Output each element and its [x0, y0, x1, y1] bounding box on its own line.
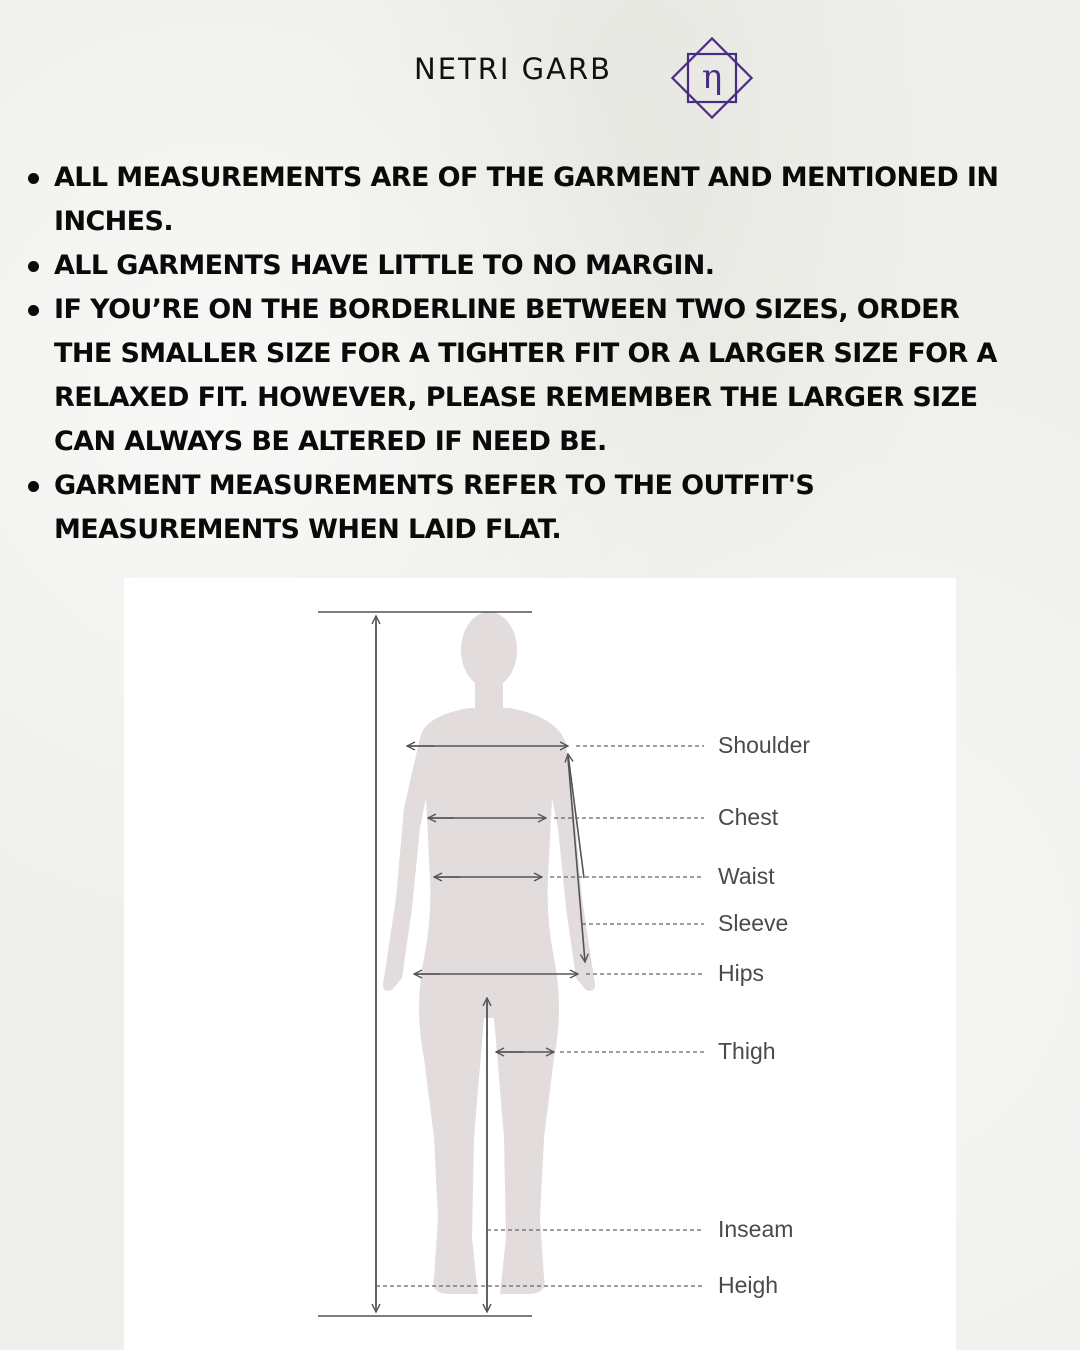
brand-name: NETRI GARB	[414, 52, 613, 86]
note-text: ALL MEASUREMENTS ARE OF THE GARMENT AND MENTIONED IN INCHES.	[54, 162, 999, 237]
bullet-icon	[28, 173, 39, 184]
label-inseam: Inseam	[718, 1216, 794, 1242]
label-height: Heigh	[718, 1272, 779, 1298]
header	[0, 30, 1080, 126]
measurement-guide	[124, 578, 956, 1350]
note-text: IF YOU’RE ON THE BORDERLINE BETWEEN TWO SIZES, ORDER THE SMALLER SIZE FOR A TIGHTER FIT OR A LARGER SIZE FOR A RELAXED FIT. HOWEVER, PLEASE REMEMBER THE LARGER SIZE CAN ALWAYS BE ALTERED IF NEED BE.	[54, 294, 997, 457]
label-hips: Hips	[718, 960, 765, 986]
label-shoulder: Shoulder	[718, 732, 811, 758]
note-item	[26, 244, 1016, 288]
label-sleeve: Sleeve	[718, 910, 789, 936]
bullet-icon	[28, 481, 39, 492]
measurement-diagram	[124, 578, 956, 1350]
note-text: ALL GARMENTS HAVE LITTLE TO NO MARGIN.	[54, 250, 715, 281]
label-waist: Waist	[718, 863, 775, 889]
note-text: GARMENT MEASUREMENTS REFER TO THE OUTFIT'S MEASUREMENTS WHEN LAID FLAT.	[54, 470, 815, 545]
note-item	[26, 156, 1016, 244]
logo-glyph: η	[701, 57, 723, 97]
body-silhouette	[383, 612, 595, 1294]
bullet-icon	[28, 305, 39, 316]
label-thigh: Thigh	[718, 1038, 776, 1064]
note-item	[26, 464, 1016, 552]
label-chest: Chest	[718, 804, 779, 830]
note-item	[26, 288, 1016, 464]
bullet-icon	[28, 261, 39, 272]
eta-diamond-logo-icon	[664, 30, 760, 126]
size-notes-list	[26, 156, 1016, 552]
